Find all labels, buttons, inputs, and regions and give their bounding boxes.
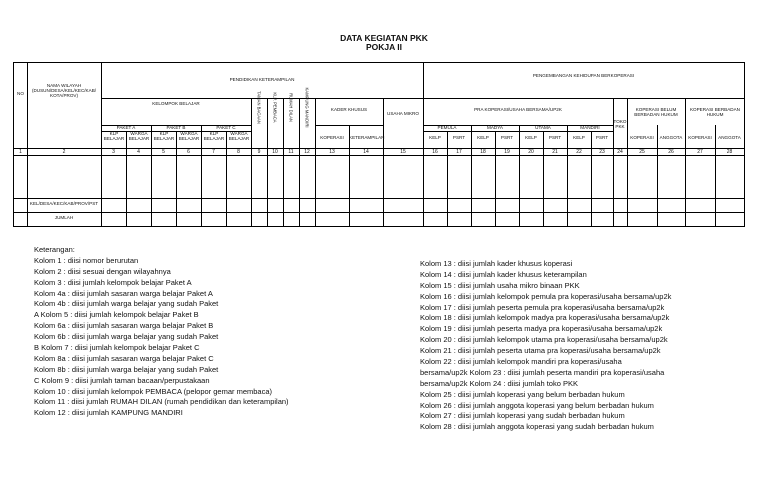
- header-mandiri: MANDIRI: [580, 125, 600, 130]
- header-warga-a: WARGA BELAJAR: [128, 131, 150, 142]
- header-klp-pembaca: KLP. PEMBACA: [272, 92, 278, 123]
- note-line: Kolom 15 : diisi jumlah usaha mikro binaan PKK: [420, 280, 580, 290]
- header-anggota-28: ANGGOTA: [718, 135, 741, 140]
- header-nama-wilayah: NAMA WILAYAH (DUSUN/DESA/KEL/KEC/KAB/ KOTA/PROV): [31, 83, 97, 99]
- note-line: Kolom 19 : diisi jumlah peserta madya pra koperasi/usaha bersama/up2k: [420, 324, 663, 334]
- col-divider: [543, 131, 544, 226]
- note-line: Kolom 25 : diisi jumlah koperasi yang belum berbadan hukum: [420, 389, 625, 399]
- page-title: DATA KEGIATAN PKK: [340, 33, 428, 43]
- note-line: Kolom 27 : diisi jumlah koperasi yang sudah berbadan hukum: [420, 411, 625, 421]
- data-table: [13, 62, 745, 227]
- column-number: 20: [528, 149, 534, 155]
- column-number: 1: [19, 149, 22, 155]
- column-number: 2: [62, 149, 66, 155]
- header-taman-bacaan: TAMAN BACAAN: [256, 91, 262, 124]
- column-number: 9: [257, 149, 261, 155]
- column-number: 12: [304, 149, 310, 155]
- col-divider: [267, 98, 268, 226]
- column-number: 26: [668, 149, 674, 155]
- row-kel-desa: KEL/DESA/KEC/KAB/PROV/PST: [29, 201, 99, 206]
- row-divider: [423, 98, 744, 99]
- col-divider: [495, 131, 496, 226]
- note-line: Kolom 14 : diisi jumlah kader khusus keterampilan: [420, 269, 587, 279]
- col-divider: [176, 131, 177, 226]
- header-pemula: PEMULA: [437, 125, 457, 130]
- col-divider: [226, 131, 227, 226]
- notes-left: [34, 245, 289, 419]
- header-kop-sudah: KOPERASI BERBADAN HUKUM: [689, 107, 741, 118]
- column-number: 4: [137, 149, 140, 155]
- column-number: 19: [504, 149, 510, 155]
- note-line: Kolom 17 : diisi jumlah peserta pemula pra koperasi/usaha bersama/up2k: [420, 302, 665, 312]
- note-line: Kolom 18 : diisi jumlah kelompok madya pra koperasi/usaha bersama/up2k: [420, 313, 670, 323]
- note-line: Kolom 8a : diisi jumlah sasaran warga belajar Paket C: [34, 353, 214, 363]
- col-divider: [383, 98, 384, 226]
- header-no: NO: [17, 91, 24, 96]
- header-koperasi: KOPERASI: [320, 135, 344, 140]
- column-number: 10: [272, 149, 278, 155]
- col-divider: [423, 63, 424, 226]
- header-madya: MADYA: [487, 125, 503, 130]
- note-line: Kolom 11 : diisi jumlah RUMAH DILAN (rumah pendidikan dan keterampilan): [34, 397, 289, 407]
- header-koperasi-25: KOPERASI: [630, 135, 654, 140]
- column-number: 14: [363, 149, 369, 155]
- header-warga-c: WARGA BELAJAR: [228, 131, 250, 142]
- column-number: 28: [726, 149, 733, 155]
- column-number: 24: [617, 149, 623, 155]
- note-line: C Kolom 9 : diisi jumlah taman bacaan/perpustakaan: [34, 375, 210, 385]
- header-rumah-dilan: RUMAH DILAN: [288, 93, 294, 122]
- note-line: Kolom 21 : diisi jumlah peserta utama pra koperasi/usaha bersama/up2k: [420, 346, 661, 356]
- header-klp-b: KLP BELAJAR: [153, 131, 175, 142]
- column-number: 5: [162, 149, 165, 155]
- note-line: Kolom 13 : diisi jumlah kader khusus koperasi: [420, 259, 573, 268]
- note-line: Kolom 8b : diisi jumlah warga belajar yang sudah Paket: [34, 364, 219, 374]
- row-divider: [14, 155, 744, 156]
- column-number: 3: [112, 149, 115, 155]
- row-divider: [423, 131, 613, 132]
- note-line: Keterangan:: [34, 245, 75, 254]
- header-kelompok-belajar: KELOMPOK BELAJAR: [152, 101, 200, 106]
- header-psrt: PSRT: [452, 135, 466, 140]
- header-kelp: KELP: [429, 135, 441, 140]
- column-number: 22: [576, 149, 582, 155]
- note-line: Kolom 26 : diisi jumlah anggota koperasi yang belum berbadan hukum: [420, 400, 654, 410]
- note-line: Kolom 16 : diisi jumlah kelompok pemula pra koperasi/usaha bersama/up2k: [420, 291, 672, 301]
- note-line: Kolom 22 : diisi jumlah kelompok mandiri pra koperasi/usaha: [420, 357, 622, 367]
- column-number: 17: [456, 149, 462, 155]
- note-line: Kolom 2 : diisi sesuai dengan wilayahnya: [34, 266, 171, 276]
- header-pendidikan: PENDIDIKAN KETERAMPILAN: [229, 77, 295, 82]
- column-number: 23: [599, 149, 605, 155]
- row-divider: [101, 98, 423, 99]
- note-line: A Kolom 5 : diisi jumlah kelompok belajar Paket B: [34, 310, 199, 320]
- page-subtitle: POKJA II: [365, 42, 403, 52]
- column-number: 7: [212, 149, 215, 155]
- column-number: 27: [697, 149, 703, 155]
- header-psrt: PSRT: [595, 135, 609, 140]
- note-line: Kolom 10 : diisi jumlah kelompok PEMBACA (pelopor gemar membaca): [34, 386, 273, 396]
- note-line: Kolom 28 : diisi jumlah anggota koperasi yang sudah berbadan hukum: [420, 422, 654, 432]
- header-pengembangan: PENGEMBANGAN KEHIDUPAN BERKOPERASI: [532, 73, 635, 78]
- note-line: Kolom 6a : diisi jumlah sasaran warga belajar Paket B: [34, 321, 214, 331]
- column-number: 16: [432, 149, 438, 155]
- header-klp-a: KLP BELAJAR: [103, 131, 125, 142]
- col-divider: [447, 131, 448, 226]
- header-paket-c: PAKET C: [216, 125, 236, 130]
- header-pra-koperasi: PRA KOPERASI/USAHA BERSAMA/UP2K: [474, 107, 562, 112]
- header-keterampilan: KETERAMPILAN: [349, 135, 385, 140]
- col-divider: [315, 98, 316, 226]
- header-toko-pkk: TOKO PKK: [613, 119, 627, 130]
- col-divider: [101, 63, 102, 226]
- note-line: Kolom 4b : diisi jumlah warga belajar yang sudah Paket: [34, 299, 219, 309]
- column-number: 8: [237, 149, 240, 155]
- col-divider: [299, 98, 300, 226]
- header-paket-b: PAKET B: [166, 125, 186, 130]
- note-line: bersama/up2k Kolom 23 : diisi jumlah peserta mandiri pra koperasi/usaha: [420, 367, 665, 377]
- header-kader-khusus: KADER KHUSUS: [330, 107, 368, 112]
- column-number: 6: [187, 149, 190, 155]
- header-kop-belum: KOPERASI BELUM BERBADAN HUKUM: [634, 107, 678, 118]
- col-divider: [591, 131, 592, 226]
- col-divider: [251, 98, 252, 226]
- note-line: bersama/up2k Kolom 24 : diisi jumlah toko PKK: [420, 378, 578, 388]
- note-line: Kolom 3 : diisi jumlah kelompok belajar Paket A: [34, 277, 192, 287]
- col-divider: [126, 131, 127, 226]
- header-kampung-mandiri: KAMPUNG MANDIRI: [304, 87, 310, 128]
- col-divider: [613, 98, 614, 226]
- note-line: Kolom 6b : diisi jumlah warga belajar yang sudah Paket: [34, 332, 219, 342]
- header-kelp: KELP: [525, 135, 537, 140]
- header-psrt: PSRT: [548, 135, 562, 140]
- header-utama: UTAMA: [535, 125, 551, 130]
- header-kelp: KELP: [573, 135, 585, 140]
- column-number: 25: [639, 149, 645, 155]
- header-kelp: KELP: [477, 135, 489, 140]
- note-line: Kolom 12 : diisi jumlah KAMPUNG MANDIRI: [34, 408, 183, 418]
- header-usaha-mikro: USAHA MIKRO: [387, 111, 419, 116]
- column-number: 18: [480, 149, 486, 155]
- note-line: Kolom 4a : diisi jumlah sasaran warga belajar Paket A: [34, 288, 213, 298]
- note-line: B Kolom 7 : diisi jumlah kelompok belajar Paket C: [34, 343, 200, 353]
- row-divider: [14, 212, 744, 213]
- row-divider: [14, 198, 744, 199]
- header-anggota-26: ANGGOTA: [659, 135, 683, 140]
- notes-right: [420, 259, 671, 433]
- row-jumlah: JUMLAH: [54, 215, 74, 220]
- col-divider: [283, 98, 284, 226]
- header-klp-c: KLP BELAJAR: [203, 131, 225, 142]
- column-number: 15: [400, 149, 406, 155]
- column-number: 13: [329, 149, 335, 155]
- header-warga-b: WARGA BELAJAR: [178, 131, 200, 142]
- note-line: Kolom 1 : diisi nomor berurutan: [34, 255, 139, 265]
- column-number: 21: [552, 149, 558, 155]
- column-number: 11: [288, 149, 294, 155]
- header-paket-a: PAKET A: [116, 125, 136, 130]
- header-koperasi-27: KOPERASI: [688, 135, 712, 140]
- note-line: Kolom 20 : diisi jumlah kelompok utama pra koperasi/usaha bersama/up2k: [420, 335, 668, 345]
- header-psrt: PSRT: [500, 135, 514, 140]
